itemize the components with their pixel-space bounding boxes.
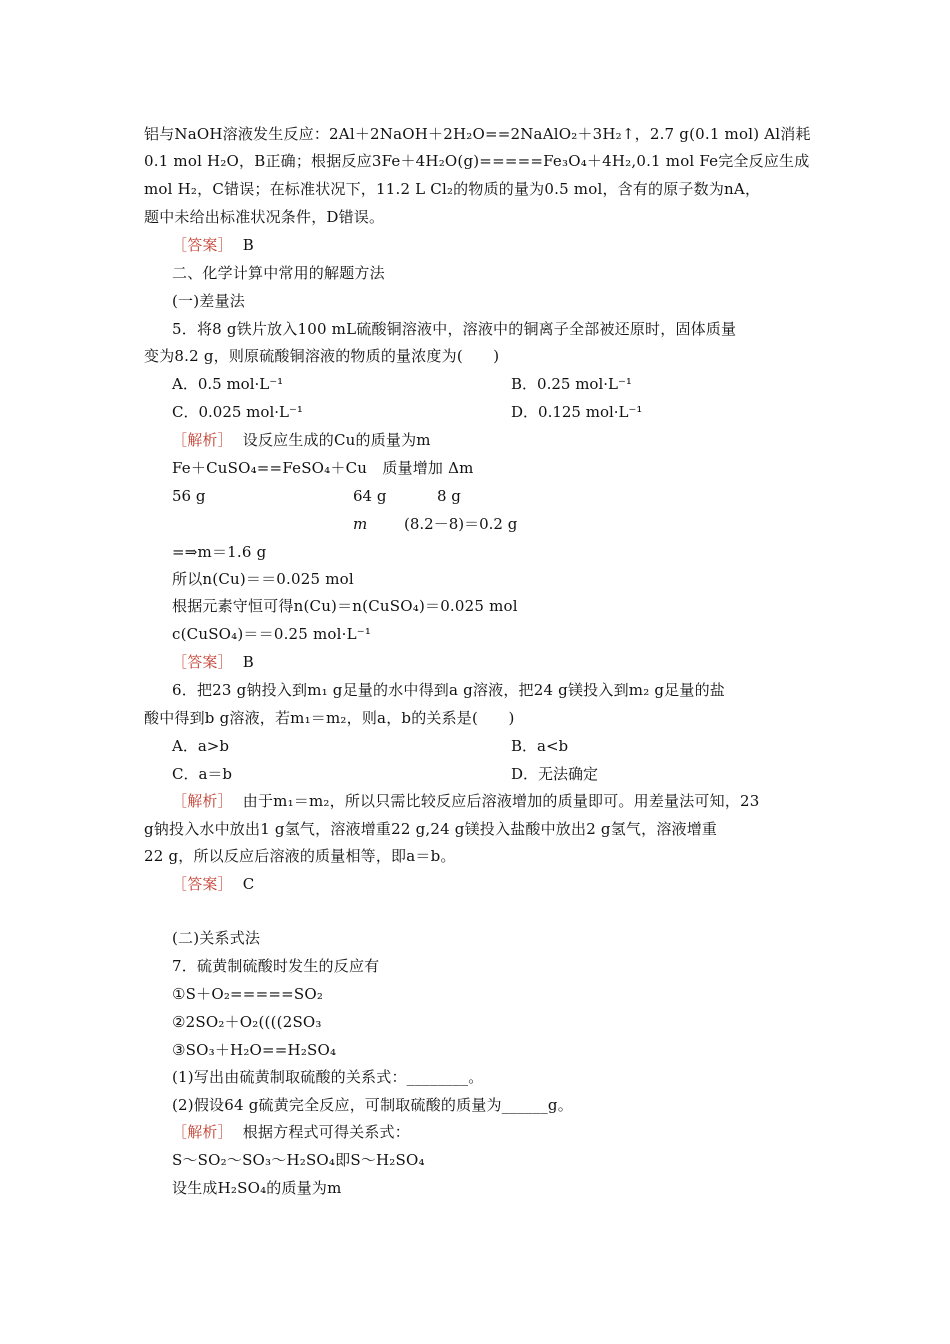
- option-d: D．无法确定: [511, 765, 599, 783]
- analysis-text: g钠投入水中放出1 g氢气，溶液增重22 g,24 g镁投入盐酸中放出2 g氢气，溶液增重: [144, 820, 718, 838]
- analysis-text: 设生成H₂SO₄的质量为m: [172, 1179, 342, 1197]
- option-c: C．a＝b: [172, 765, 233, 783]
- relation-chain: S～SO₂～SO₃～H₂SO₄即S～H₂SO₄: [172, 1151, 425, 1169]
- table-cell: 64 g: [353, 487, 387, 505]
- text-line: 铝与NaOH溶液发生反应：2Al＋2NaOH＋2H₂O==2NaAlO₂＋3H₂↑，2.7 g(0.1 mol) Al消耗: [144, 125, 811, 143]
- option-b: B．a<b: [511, 737, 569, 755]
- question-part: (1)写出由硫黄制取硫酸的关系式：________。: [172, 1068, 484, 1086]
- solution-line: 根据元素守恒可得n(Cu)＝n(CuSO₄)＝0.025 mol: [172, 597, 518, 615]
- solution-line: =⇒m＝1.6 g: [172, 543, 267, 561]
- answer-tag: ［答案］: [172, 653, 233, 671]
- text-line: mol H₂，C错误；在标准状况下，11.2 L Cl₂的物质的量为0.5 mol，含有的原子数为nA，: [144, 180, 761, 198]
- question-part: (2)假设64 g硫黄完全反应，可制取硫酸的质量为______g。: [172, 1096, 573, 1114]
- question-line: 变为8.2 g，则原硫酸铜溶液的物质的量浓度为( ): [144, 347, 500, 365]
- table-cell: (8.2－8)＝0.2 g: [404, 515, 518, 533]
- equation-line: Fe＋CuSO₄==FeSO₄＋Cu 质量增加 Δm: [172, 459, 474, 477]
- option-c: C．0.025 mol·L⁻¹: [172, 403, 303, 421]
- section-heading: 二、化学计算中常用的解题方法: [172, 264, 385, 282]
- text-line: 0.1 mol H₂O，B正确；根据反应3Fe＋4H₂O(g)=====Fe₃O₄＋4H₂,0.1 mol Fe完全反应生成: [144, 152, 810, 170]
- answer-line: [172, 874, 254, 896]
- table-cell: 56 g: [172, 487, 206, 505]
- analysis-text: 根据方程式可得关系式：: [242, 1123, 410, 1141]
- analysis-text: 设反应生成的Cu的质量为m: [242, 431, 431, 449]
- option-a: A．a>b: [172, 737, 229, 755]
- analysis-line: [172, 1122, 410, 1144]
- question-line: 6．把23 g钠投入到m₁ g足量的水中得到a g溶液，把24 g镁投入到m₂ g足量的盐: [172, 681, 725, 699]
- answer-value: B: [242, 236, 254, 254]
- analysis-text: 22 g，所以反应后溶液的质量相等，即a＝b。: [144, 847, 456, 865]
- analysis-text: 由于m₁＝m₂，所以只需比较反应后溶液增加的质量即可。用差量法可知，23: [242, 792, 760, 810]
- question-line: 7．硫黄制硫酸时发生的反应有: [172, 957, 380, 975]
- table-cell: 8 g: [437, 487, 461, 505]
- text-line: 题中未给出标准状况条件，D错误。: [144, 208, 385, 226]
- answer-value: C: [242, 875, 255, 893]
- analysis-line: [172, 430, 431, 452]
- table-cell: m: [353, 515, 368, 533]
- subsection-heading: (二)关系式法: [172, 929, 261, 947]
- answer-value: B: [242, 653, 254, 671]
- solution-line: c(CuSO₄)＝＝0.25 mol·L⁻¹: [172, 625, 372, 643]
- solution-line: 所以n(Cu)＝＝0.025 mol: [172, 570, 354, 588]
- reaction-line: ③SO₃＋H₂O==H₂SO₄: [172, 1041, 337, 1059]
- analysis-tag: ［解析］: [172, 792, 233, 810]
- reaction-line: ①S＋O₂=====SO₂: [172, 985, 324, 1003]
- option-a: A．0.5 mol·L⁻¹: [172, 375, 284, 393]
- analysis-tag: ［解析］: [172, 431, 233, 449]
- subsection-heading: (一)差量法: [172, 292, 245, 310]
- option-d: D．0.125 mol·L⁻¹: [511, 403, 643, 421]
- answer-tag: ［答案］: [172, 875, 233, 893]
- question-line: 5．将8 g铁片放入100 mL硫酸铜溶液中，溶液中的铜离子全部被还原时，固体质量: [172, 320, 737, 338]
- analysis-tag: ［解析］: [172, 1123, 233, 1141]
- reaction-line: ②2SO₂＋O₂((((2SO₃: [172, 1013, 322, 1031]
- answer-tag: ［答案］: [172, 236, 233, 254]
- answer-line: [172, 235, 254, 257]
- answer-line: [172, 652, 254, 674]
- question-line: 酸中得到b g溶液，若m₁＝m₂，则a，b的关系是( ): [144, 709, 515, 727]
- analysis-line: [172, 791, 760, 813]
- option-b: B．0.25 mol·L⁻¹: [511, 375, 632, 393]
